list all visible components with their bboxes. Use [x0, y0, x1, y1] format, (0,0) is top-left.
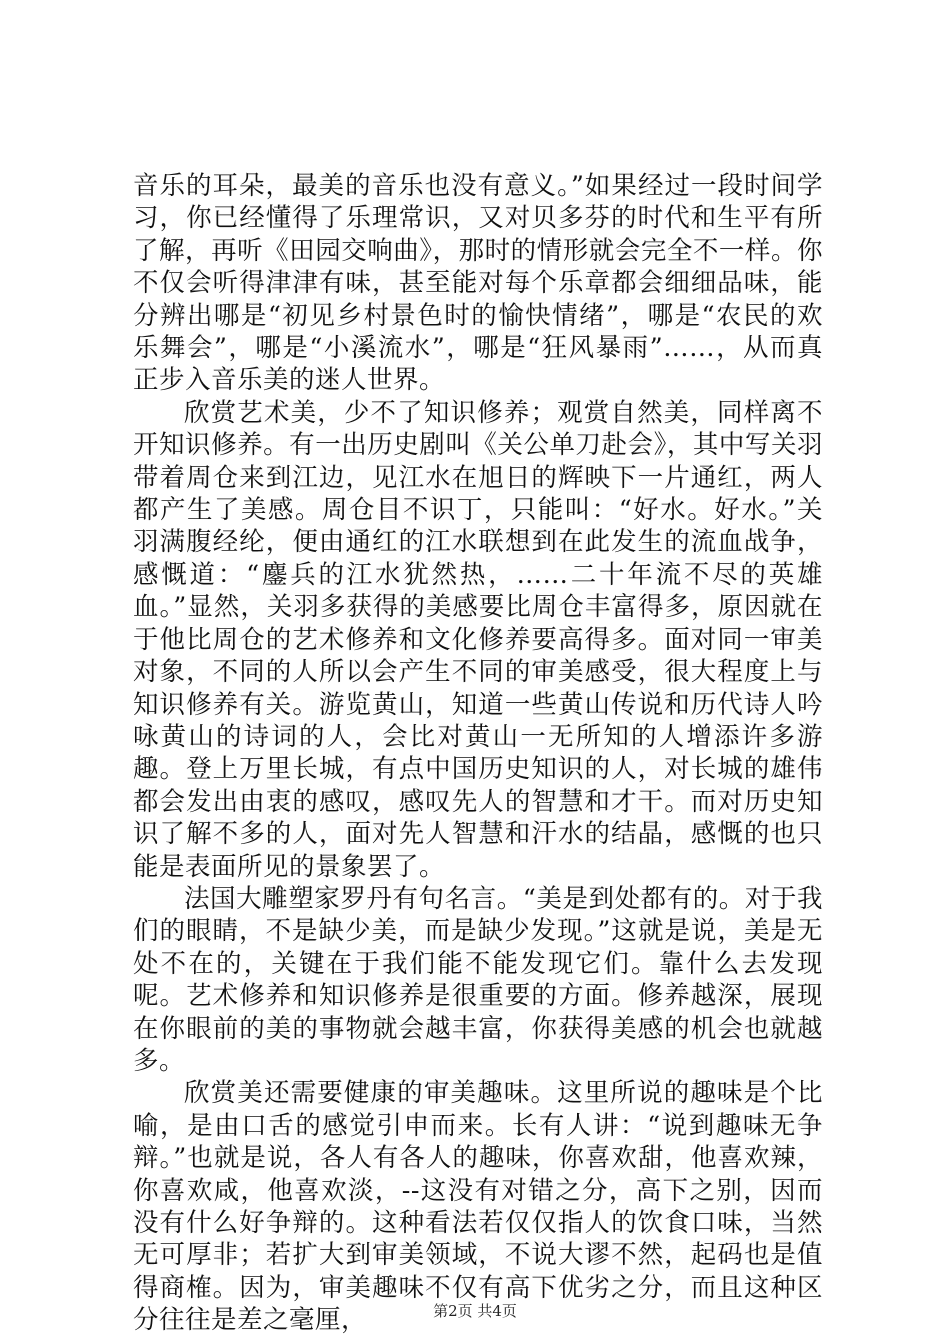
page-number-footer: 第2页 共4页 [433, 1302, 517, 1320]
paragraph: 法国大雕塑家罗丹有句名言。“美是到处都有的。对于我们的眼睛，不是缺少美，而是缺少发现。”这就是说，美是无处不在的，关键在于我们能不能发现它们。靠什么去发现呢。艺术修养和知识修养是很重要的方面。修养越深，展现在你眼前的美的事物就会越丰富，你获得美感的机会也就越多。 [133, 883, 823, 1076]
paragraph: 欣赏艺术美，少不了知识修养；观赏自然美，同样离不开知识修养。有一出历史剧叫《关公单刀赴会》，其中写关羽带着周仓来到江边，见江水在旭日的辉映下一片通红，两人都产生了美感。周仓目不识丁，只能叫：“好水。好水。”关羽满腹经纶，便由通红的江水联想到在此发生的流血战争，感慨道：“鏖兵的江水犹然热，……二十年流不尽的英雄血。”显然，关羽多获得的美感要比周仓丰富得多，原因就在于他比周仓的艺术修养和文化修养要高得多。面对同一审美对象，不同的人所以会产生不同的审美感受，很大程度上与知识修养有关。游览黄山，知道一些黄山传说和历代诗人吟咏黄山的诗词的人，会比对黄山一无所知的人增添许多游趣。登上万里长城，有点中国历史知识的人，对长城的雄伟都会发出由衷的感叹，感叹先人的智慧和才干。而对历史知识了解不多的人，面对先人智慧和汗水的结晶，感慨的也只能是表面所见的景象罢了。 [133, 397, 823, 882]
document-body [133, 170, 823, 1337]
paragraph-continuation: 音乐的耳朵，最美的音乐也没有意义。”如果经过一段时间学习，你已经懂得了乐理常识，又对贝多芬的时代和生平有所了解，再听《田园交响曲》，那时的情形就会完全不一样。你不仅会听得津津有味，甚至能对每个乐章都会细细品味，能分辨出哪是“初见乡村景色时的愉快情绪”，哪是“农民的欢乐舞会”，哪是“小溪流水”，哪是“狂风暴雨”……，从而真正步入音乐美的迷人世界。 [133, 171, 823, 396]
paragraph: 欣赏美还需要健康的审美趣味。这里所说的趣味是个比喻，是由口舌的感觉引申而来。长有人讲：“说到趣味无争辩。”也就是说，各人有各人的趣味，你喜欢甜，他喜欢辣，你喜欢咸，他喜欢淡，--这没有对错之分，高下之别，因而没有什么好争辩的。这种看法若仅仅指人的饮食口味，当然无可厚非；若扩大到审美领域，不说大谬不然，起码也是值得商榷。因为，审美趣味不仅有高下优劣之分，而且这种区分往往是差之毫厘， [133, 1078, 823, 1336]
